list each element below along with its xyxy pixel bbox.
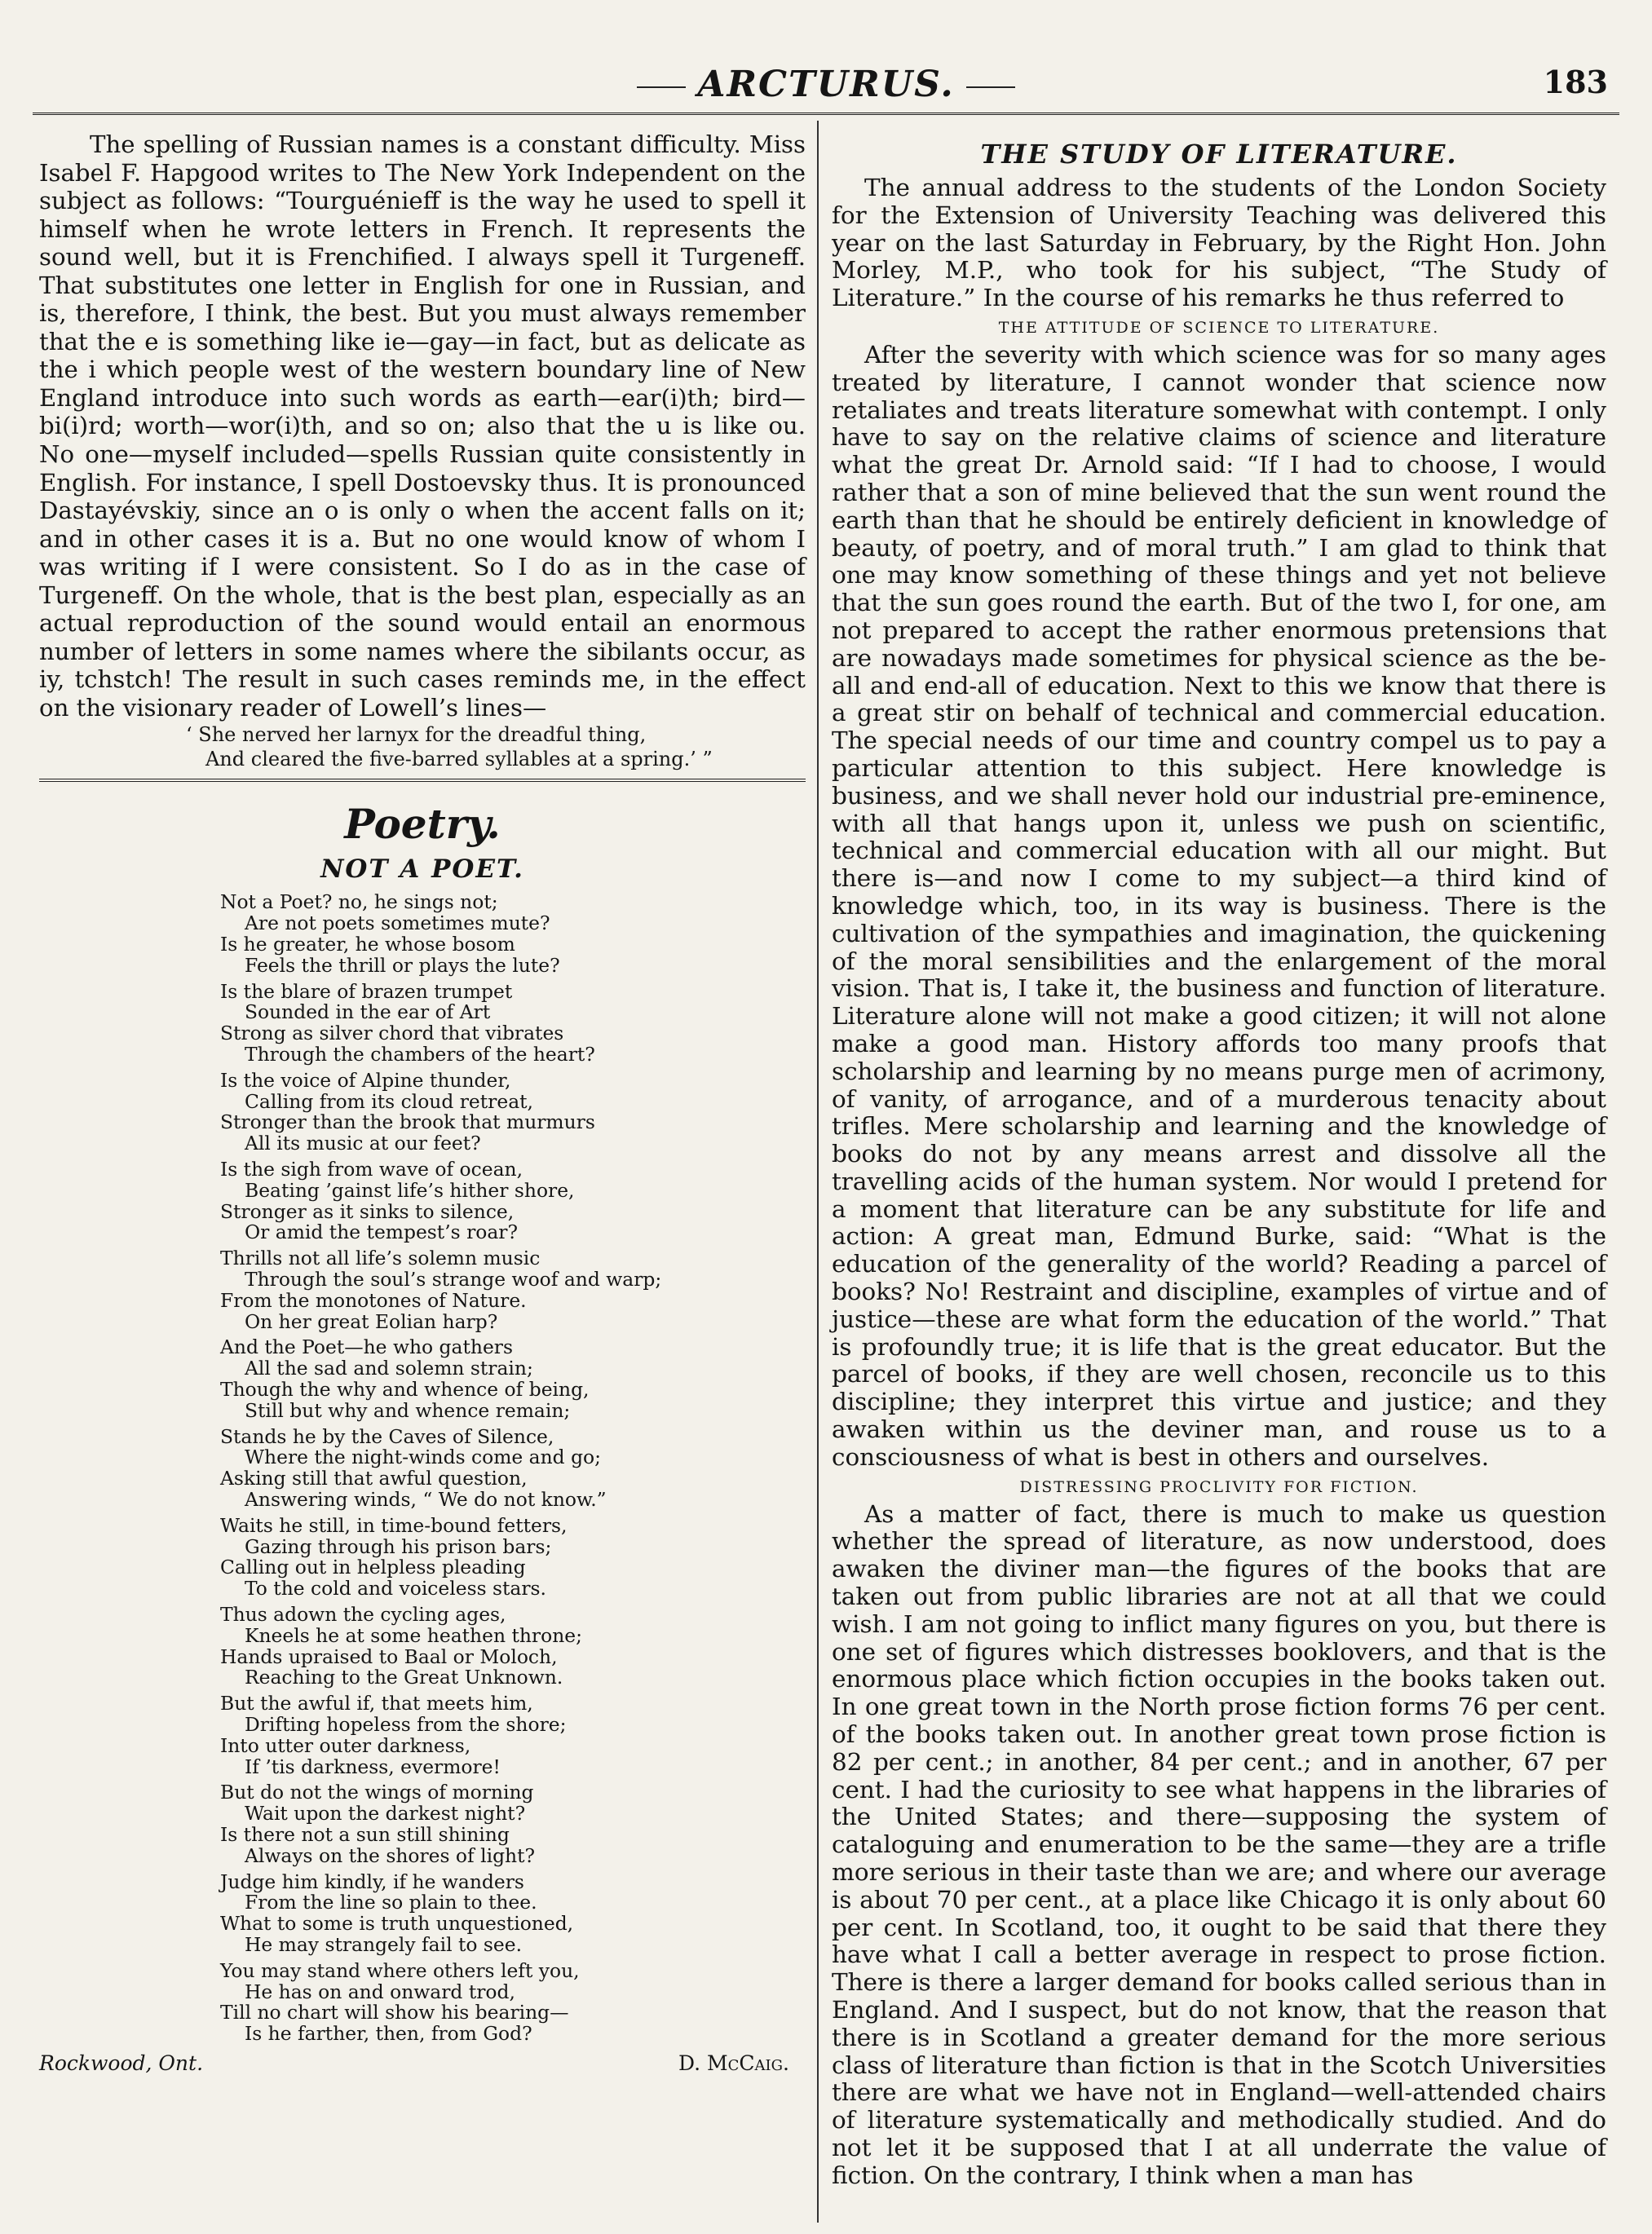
article-intro: The annual address to the students of the London Society for the Extension of University Teaching was delivered this year on the last Saturday in February, by the Right Hon. John Morley, M.P., who took for his subject, “The Study of Literature.” In the course of his remarks he thus referred to <box>832 174 1606 312</box>
poem-title: NOT A POET. <box>320 854 524 885</box>
poem-line: Into utter outer darkness, <box>220 1733 471 1757</box>
poem-stanza <box>220 1068 806 1155</box>
poem-line: Still but why and whence remain; <box>245 1398 571 1422</box>
section-rule <box>39 779 806 782</box>
poem-line: Always on the shores of light? <box>245 1843 536 1867</box>
poem-signature <box>39 2051 806 2084</box>
poem-line: Through the chambers of the heart? <box>245 1043 595 1066</box>
poem-body <box>220 892 806 2044</box>
poem-line: Stands he by the Caves of Silence, <box>220 1424 554 1448</box>
poem-stanza <box>220 1337 806 1421</box>
section-heading-poetry: Poetry. <box>344 800 501 849</box>
poem-stanza <box>220 1424 806 1511</box>
poem-line: Drifting hopeless from the shore; <box>245 1712 567 1736</box>
poem-line: Are not poets sometimes mute? <box>245 912 550 935</box>
poem-line: Though the why and whence of being, <box>220 1378 590 1402</box>
poem-line: Is he farther, then, from God? <box>245 2022 532 2046</box>
page-number: 183 <box>1543 64 1608 100</box>
poem-stanza <box>220 1513 806 1600</box>
column-divider <box>817 121 819 2223</box>
poem-line: Is the voice of Alpine thunder, <box>220 1068 511 1092</box>
poem-line: And the Poet—he who gathers <box>220 1336 513 1359</box>
poem-line: Waits he still, in time-bound fetters, <box>220 1513 568 1537</box>
poem-line: He has on and onward trod, <box>245 1980 515 2003</box>
poem-line: But the awful if, that meets him, <box>220 1692 533 1715</box>
poem-line: Or amid the tempest’s roar? <box>245 1221 518 1244</box>
poem-line: All its music at our feet? <box>245 1132 481 1155</box>
running-header <box>33 59 1619 108</box>
poem-stanza <box>220 1159 806 1243</box>
poem-line: Asking still that awful question, <box>220 1467 528 1490</box>
poem-line: Thrills not all life’s solemn music <box>220 1247 541 1270</box>
poem-line: Strong as silver chord that vibrates <box>220 1022 564 1045</box>
poem-line: Beating ’gainst life’s hither shore, <box>245 1178 575 1202</box>
poem-line: Thus adown the cycling ages, <box>220 1602 506 1626</box>
poem-line: Not a Poet? no, he sings not; <box>220 890 498 914</box>
poem-line: From the line so plain to thee. <box>245 1891 537 1914</box>
poem-place: Rockwood, Ont. <box>39 2051 204 2075</box>
article-paragraph: As a matter of fact, there is much to make us question whether the spread of literature, as now understood, does awaken the diviner man—the figures of the books that are taken out from public libraries are not at all that we could wish. I am not going to inflict many figures on you, but there is one set of figures which distresses booklovers, and that is the enormous place which fiction occupies in the books taken out. In one great town in the North prose fiction forms 76 per cent. of the books taken out. In another great town prose fiction is 82 per cent.; in another, 84 per cent.; and in another, 67 per cent. I had the curiosity to see what happens in the libraries of the United States; and there—supposing the system of cataloguing and enumeration to be the same—they are a trifle more serious in their taste than we are; and where our average is about 70 per cent., at a place like Chicago it is only about 60 per cent. In Scotland, too, it ought to be said that there they have what I call a better average in respect to prose fiction. There is there a larger demand for books called serious than in England. And I suspect, but do not know, that the reason that there is in Scotland a greater demand for the more serious class of literature than fiction is that in the Scotch Universities there are what we have not in England—well-attended chairs of literature systematically and methodically studied. And do not let it be supposed that I at all underrate the value of fiction. On the contrary, I think when a man has <box>832 1499 1606 2189</box>
quote-line: ‘ She nerved her larnyx for the dreadful thing, <box>186 723 647 747</box>
poem-stanza <box>220 1693 806 1777</box>
poem-line: Is he greater, he whose bosom <box>220 933 515 956</box>
poem-line: Where the night-winds come and go; <box>245 1446 602 1469</box>
poem-line: Through the soul’s strange woof and warp; <box>245 1268 662 1291</box>
poem-line: From the monotones of Nature. <box>220 1288 527 1312</box>
poem-line: If ’tis darkness, evermore! <box>245 1755 501 1778</box>
poem-line: All the sad and solemn strain; <box>245 1357 533 1380</box>
poem-stanza <box>220 1602 806 1689</box>
subheading: DISTRESSING PROCLIVITY FOR FICTION. <box>1019 1477 1419 1496</box>
poem-line: Calling out in helpless pleading <box>220 1556 526 1579</box>
poem-line: Is the blare of brazen trumpet <box>220 979 513 1003</box>
quote-line: And cleared the five-barred syllables at a spring.’ ” <box>205 748 713 771</box>
journal-title: ARCTURUS. <box>33 64 1619 105</box>
poem-line: Wait upon the darkest night? <box>245 1802 526 1826</box>
poem-stanza <box>220 1958 806 2046</box>
poem-stanza <box>220 892 806 976</box>
poem-line: Stronger than the brook that murmurs <box>220 1110 595 1134</box>
poem-line: To the cold and voiceless stars. <box>245 1577 546 1600</box>
poem-stanza <box>220 1248 806 1332</box>
poem-line: Sounded in the ear of Art <box>245 1000 491 1024</box>
poem-line: Stronger as it sinks to silence, <box>220 1199 515 1223</box>
poem-line: Judge him kindly, if he wanders <box>220 1870 524 1893</box>
poem-stanza <box>220 1872 806 1956</box>
poem-line: Kneels he at some heathen throne; <box>245 1623 582 1647</box>
poem-line: Calling from its cloud retreat, <box>245 1089 533 1113</box>
poem-line: You may stand where others left you, <box>220 1958 580 1982</box>
poem-line: But do not the wings of morning <box>220 1781 534 1804</box>
article-title: THE STUDY OF LITERATURE. <box>980 139 1458 170</box>
poem-line: On her great Eolian harp? <box>245 1309 498 1333</box>
header-rule <box>33 113 1619 115</box>
poem-line: Till no chart will show his bearing— <box>220 2001 569 2024</box>
poem-line: Is there not a sun still shining <box>220 1822 510 1846</box>
article-paragraph: After the severity with which science was for so many ages treated by literature, I cannot wonder that science now retaliates and treats literature somewhat with contempt. I only have to say on the relative claims of science and literature what the great Dr. Arnold said: “If I had to choose, I would rather that a son of mine believed that the sun went round the earth than that he should be entirely deficient in knowledge of beauty, of poetry, and of moral truth.” I am glad to think that one may know something of these things and yet not believe that the sun goes round the earth. But of the two I, for one, am not prepared to accept the rather enormous pretensions that are nowadays made sometimes for physical science as the be-all and end-all of education. Next to this we know that there is a great stir on behalf of technical and commercial education. The special needs of our time and country compel us to pay a particular attention to this subject. Here knowledge is business, and we shall never hold our industrial pre-eminence, with all that hangs upon it, unless we push on scientific, technical and commercial education with all our might. But there is—and now I come to my subject—a third kind of knowledge which, too, in its way is business. There is the cultivation of the sympathies and imagination, the quickening of the moral sensibilities and the enlargement of the moral vision. That is, I take it, the business and function of literature. Literature alone will not make a good citizen; it will not alone make a good man. History affords too many proofs that scholarship and learning by no means purge men of acrimony, of vanity, of arrogance, and of a murderous tenacity about trifles. Mere scholarship and learning and the knowledge of books do not by any means arrest and dissolve all the travelling acids of the human system. Nor would I pretend for a moment that literature can be any substitute for life and action: A great man, Edmund Burke, said: “What is the education of the generality of the world? Reading a parcel of books? No! Restraint and discipline, examples of virtue and of justice—these are what form the education of the world.” That is profoundly true; it is life that is the great educator. But the parcel of books, if they are well chosen, reconcile us to this discipline; they interpret this virtue and justice; and they awaken within us the deviner man, and rouse us to a consciousness of what is best in others and ourselves. <box>832 340 1606 1471</box>
russian-names-paragraph: The spelling of Russian names is a constant difficulty. Miss Isabel F. Hapgood writes to The New York Independent on the subject as follows: “Tourguénieff is the way he used to spell it himself when he wrote letters in French. It represents the sound well, but it is Frenchified. I always spell it Turgeneff. That substitutes one letter in English for one in Russian, and is, therefore, I think, the best. But you must always remember that the e is something like ie—gay—in fact, but as delicate as the i which people west of the western boundary line of New England introduce into such words as earth—ear(i)th; bird—bi(i)rd; worth—wor(i)th, and so on; also that the u is like ou. No one—myself included—spells Russian quite consistently in English. For instance, I spell Dostoevsky thus. It is pronounced Dastayévskiy, since an o is only o when the accent falls on it; and in other cases it is a. But no one would know of whom I was writing if I were consistent. So I do as in the case of Turgeneff. On the whole, that is the best plan, especially as an actual reproduction of the sound would entail an enormous number of letters in some names where the sibilants occur, as iy, tchstch! The result in such cases reminds me, in the effect on the visionary reader of Lowell’s lines— <box>39 130 806 722</box>
poem-line: Hands upraised to Baal or Moloch, <box>220 1645 558 1668</box>
poem-line: Feels the thrill or plays the lute? <box>245 953 560 977</box>
lowell-quote <box>39 723 806 770</box>
poem-line: Answering winds, “ We do not know.” <box>245 1488 607 1511</box>
poem-line: What to some is truth unquestioned, <box>220 1912 574 1936</box>
poem-stanza <box>220 979 806 1066</box>
poem-line: He may strangely fail to see. <box>245 1932 523 1956</box>
poem-line: Gazing through his prison bars; <box>245 1534 552 1558</box>
right-column <box>832 130 1606 2218</box>
poem-line: Is the sigh from wave of ocean, <box>220 1158 523 1181</box>
left-column <box>39 130 806 2218</box>
poem-author: D. McCaig. <box>678 2051 789 2075</box>
poem-stanza <box>220 1782 806 1866</box>
poem-line: Reaching to the Great Unknown. <box>245 1666 563 1689</box>
subheading: THE ATTITUDE OF SCIENCE TO LITERATURE. <box>998 318 1440 337</box>
